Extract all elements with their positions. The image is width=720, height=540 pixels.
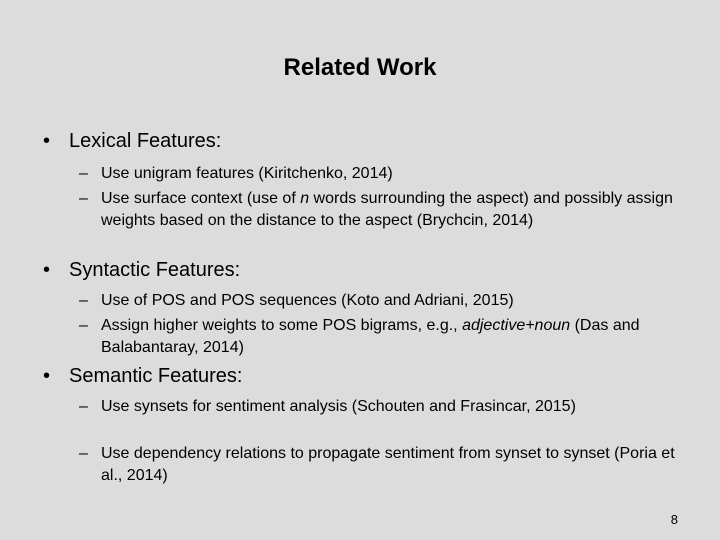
dash-icon: – — [79, 165, 88, 182]
section-heading: Syntactic Features: — [69, 259, 241, 281]
list-item — [79, 396, 689, 418]
list-item-text: Use of POS and POS sequences (Koto and Adriani, 2015) — [101, 292, 514, 309]
list-item — [79, 290, 689, 312]
bullet-icon: • — [43, 365, 51, 387]
dash-icon: – — [79, 398, 88, 415]
slide-title: Related Work — [283, 54, 437, 81]
section-heading: Lexical Features: — [69, 130, 222, 152]
list-item-text: Assign higher weights to some POS bigrams, e.g., adjective+noun (Das and Balabantaray, 2014) — [101, 317, 640, 356]
list-item — [79, 315, 689, 359]
list-item-text: Use dependency relations to propagate sentiment from synset to synset (Poria et al., 2014) — [101, 445, 675, 484]
list-item — [79, 443, 689, 487]
page-number: 8 — [670, 512, 678, 527]
list-item-text: Use unigram features (Kiritchenko, 2014) — [101, 165, 393, 182]
section-heading: Semantic Features: — [69, 365, 243, 387]
dash-icon: – — [79, 445, 88, 462]
dash-icon: – — [79, 292, 88, 309]
dash-icon: – — [79, 317, 88, 334]
list-item — [79, 163, 689, 185]
list-item-text: Use surface context (use of n words surrounding the aspect) and possibly assign weights based on the distance to the aspect (Brychcin, 2014) — [101, 190, 673, 229]
bullet-icon: • — [43, 259, 51, 281]
bullet-icon: • — [43, 130, 51, 152]
list-item-text: Use synsets for sentiment analysis (Schouten and Frasincar, 2015) — [101, 398, 576, 415]
dash-icon: – — [79, 190, 88, 207]
list-item — [79, 188, 689, 232]
